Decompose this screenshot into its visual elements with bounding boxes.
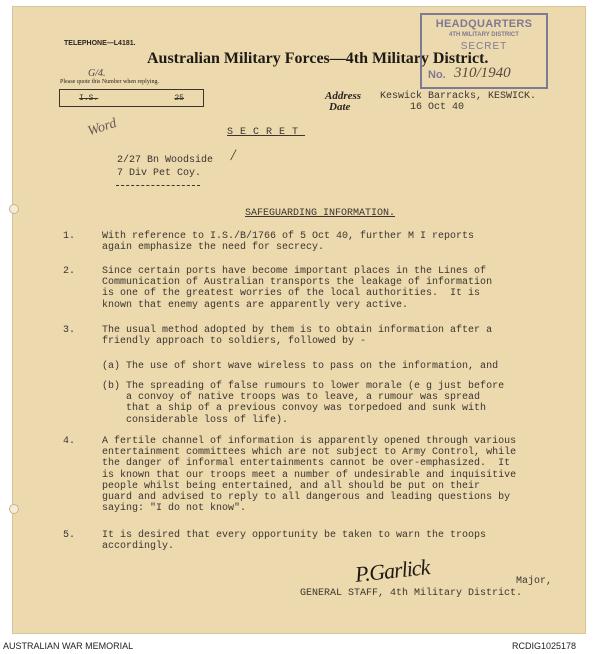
telephone-line: TELEPHONE—L4181.	[64, 40, 136, 47]
paragraph-text: The usual method adopted by them is to obtain information after a friendly approach to soldiers, followed by -	[102, 325, 493, 348]
punch-hole	[9, 504, 19, 514]
paragraph-text: It is desired that every opportunity be taken to warn the troops accordingly.	[102, 530, 487, 553]
paragraph-text: A fertile channel of information is apparently opened through various entertainment committees which are not subject to Army Control, while the danger of informal entertainments cannot be over-emphasized. It is known that our troops meet a number of undesirable and inquisitive people whilst being entertained, and all should be put on their guard and advised to reply to all dangerous and leading questions by saying: "I do not know".	[102, 436, 517, 515]
stamp-number-label: No.	[428, 69, 446, 81]
signatory-rank: Major,	[516, 576, 553, 587]
reference-box	[59, 89, 204, 107]
paragraph-number: 3.	[63, 325, 76, 336]
quote-number-note: Please quote this Number when replying.	[60, 79, 159, 85]
handwritten-signature: P.Garlick	[353, 554, 431, 587]
paragraph-text: (b) The spreading of false rumours to lower morale (e g just before a convoy of native troops was to leave, a rumour was spread that a ship of a previous convoy was torpedoed and sunk with considerable loss of life).	[102, 381, 505, 426]
paragraph-number: 1.	[63, 231, 76, 242]
address-label: Address	[325, 90, 362, 102]
date-label: Date	[329, 101, 351, 113]
stamp-headquarters: HEADQUARTERS	[435, 18, 533, 30]
archive-footer-left: AUSTRALIAN WAR MEMORIAL	[3, 641, 134, 651]
subject-heading: SAFEGUARDING INFORMATION.	[245, 208, 396, 219]
date-value: 16 Oct 40	[410, 102, 465, 113]
ref-box-cell: 25	[174, 93, 184, 103]
headquarters-stamp	[420, 13, 548, 89]
paragraph-text: With reference to I.S./B/1766 of 5 Oct 40, further M I reports again emphasize the need for secrecy.	[102, 231, 475, 254]
stamp-district: 4TH MILITARY DISTRICT	[449, 32, 519, 38]
paragraph-number: 4.	[63, 436, 76, 447]
paragraph-number: 5.	[63, 530, 76, 541]
addressee-line: 2/27 Bn Woodside	[117, 155, 214, 166]
stamp-secret: SECRET	[460, 41, 508, 52]
handwritten-note: Word	[86, 115, 119, 140]
archive-footer-right: RCDIG1025178	[512, 641, 577, 651]
paragraph-text: Since certain ports have become important places in the Lines of Communication of Australian transports the leakage of information is one of the greatest worries of the local authorities. It is known that enemy agents are apparently very active.	[102, 266, 493, 311]
addressee-line: 7 Div Pet Coy.	[117, 168, 202, 179]
classification-heading: SECRET	[227, 127, 306, 138]
punch-hole	[9, 204, 19, 214]
paragraph-text: (a) The use of short wave wireless to pass on the information, and	[102, 361, 499, 372]
letterhead-title: Australian Military Forces—4th Military District.	[147, 50, 489, 67]
paragraph-number: 2.	[63, 266, 76, 277]
ref-box-cell: I.S.	[79, 93, 99, 103]
addressee-underline	[116, 185, 200, 186]
stamp-number-handwritten: 310/1940	[454, 65, 511, 81]
signatory-position: GENERAL STAFF, 4th Military District.	[300, 588, 523, 599]
address-value: Keswick Barracks, KESWICK.	[380, 91, 537, 102]
reference-handwritten: G/4.	[88, 68, 106, 79]
tick-mark-icon: /	[229, 147, 238, 164]
